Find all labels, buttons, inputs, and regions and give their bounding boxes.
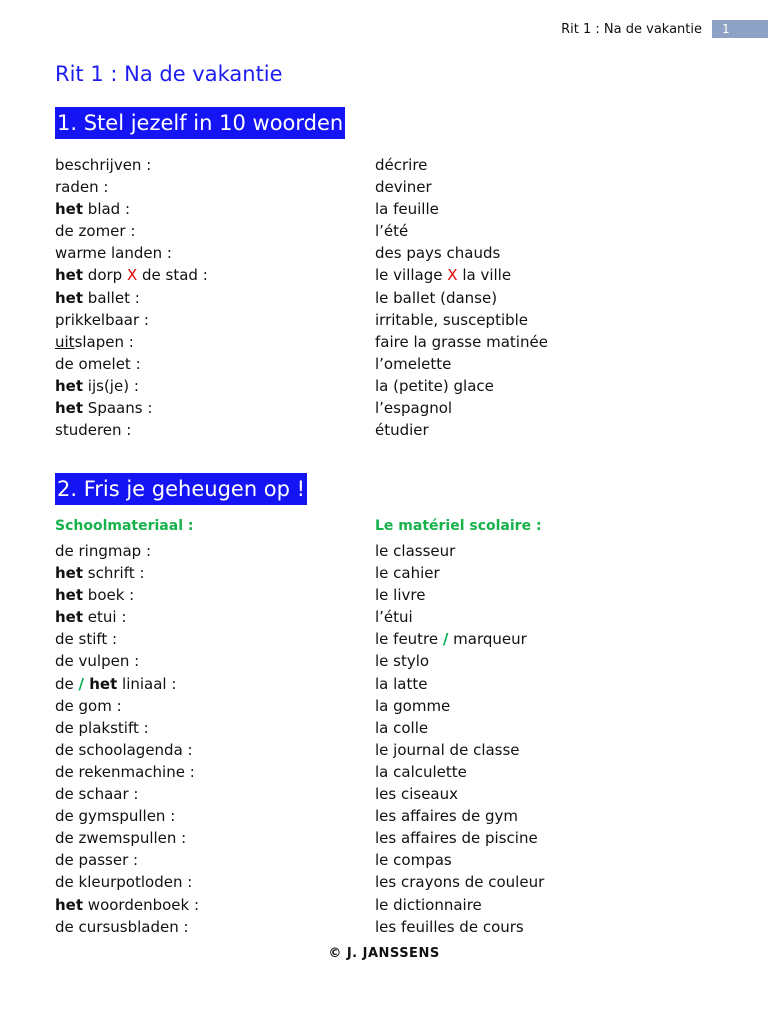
dutch-term: [55, 309, 149, 331]
dutch-word: de stift :: [55, 630, 118, 649]
vocab-row: [55, 650, 655, 672]
french-word: la ville: [457, 266, 512, 285]
french-word: le stylo: [375, 652, 430, 671]
vocab-row: [55, 695, 655, 717]
running-header: [561, 20, 768, 38]
vocab-row: [55, 198, 655, 220]
dutch-word: de stad :: [137, 266, 208, 285]
dutch-term: [55, 628, 117, 650]
vocab-row: [55, 176, 655, 198]
french-term: [375, 783, 458, 805]
dutch-word: boek :: [83, 586, 135, 605]
dutch-term: [55, 220, 135, 242]
dutch-term: [55, 584, 134, 606]
french-word: la colle: [375, 718, 429, 737]
french-word: le classeur: [375, 542, 456, 560]
dutch-word: beschrijven :: [55, 156, 152, 174]
french-word: la calculette: [375, 762, 467, 781]
dutch-word: dorp: [83, 266, 127, 285]
vocab-list-2: [55, 540, 655, 938]
french-term: [375, 717, 428, 739]
french-term: [375, 397, 452, 419]
dutch-article-het: het: [55, 895, 84, 914]
contrast-mark: X: [126, 266, 138, 285]
page-number: 1: [712, 20, 768, 38]
french-word: le cahier: [375, 564, 440, 583]
dutch-word: Spaans :: [83, 399, 153, 418]
dutch-term: [55, 287, 140, 309]
french-term: [375, 739, 520, 761]
vocab-row: [55, 397, 655, 419]
vocab-row: [55, 761, 655, 783]
dutch-word: de zwemspullen :: [55, 829, 187, 848]
french-word: le feutre: [375, 630, 443, 649]
french-word: étudier: [375, 421, 429, 440]
french-word: faire la grasse matinée: [375, 332, 548, 351]
dutch-word: de kleurpotloden :: [55, 873, 193, 892]
vocab-row: [55, 717, 655, 739]
french-term: [375, 287, 497, 309]
vocab-row: [55, 673, 655, 695]
dutch-word: etui :: [83, 608, 127, 627]
vocab-row: [55, 353, 655, 375]
dutch-term: [55, 805, 175, 827]
dutch-article-het: het: [55, 266, 84, 285]
french-word: l’espagnol: [375, 399, 453, 418]
dutch-term: [55, 176, 108, 198]
french-term: [375, 695, 450, 717]
dutch-word: ballet :: [83, 288, 140, 307]
french-word: le ballet (danse): [375, 288, 498, 307]
dutch-term: [55, 606, 126, 628]
french-word: les feuilles de cours: [375, 917, 524, 936]
vocab-row: [55, 628, 655, 650]
dutch-term: [55, 154, 151, 176]
dutch-term: [55, 916, 189, 938]
french-word: les affaires de gym: [375, 807, 519, 826]
dutch-article: de: [55, 674, 79, 693]
dutch-term: [55, 198, 130, 220]
dutch-article-het: het: [55, 200, 84, 219]
document-title: Rit 1 : Na de vakantie: [55, 62, 283, 86]
french-term: [375, 198, 439, 220]
french-word: la (petite) glace: [375, 376, 494, 395]
french-term: [375, 353, 451, 375]
french-term: [375, 154, 427, 176]
dutch-article-het: het: [55, 376, 84, 395]
dutch-article-het: het: [55, 608, 84, 627]
dutch-term: [55, 419, 131, 441]
french-word: décrire: [375, 156, 428, 174]
dutch-term: [55, 264, 208, 286]
french-term: [375, 916, 524, 938]
french-word: l’omelette: [375, 354, 452, 373]
vocab-row: [55, 264, 655, 286]
vocab-row: [55, 606, 655, 628]
dutch-term: [55, 761, 195, 783]
dutch-term: [55, 783, 138, 805]
french-word: les affaires de piscine: [375, 829, 538, 848]
french-word: le journal de classe: [375, 740, 520, 759]
french-term: [375, 309, 528, 331]
french-word: la feuille: [375, 200, 439, 219]
french-term: [375, 264, 511, 286]
french-word: le compas: [375, 851, 452, 870]
dutch-article-het: het: [55, 288, 84, 307]
french-term: [375, 673, 427, 695]
vocab-row: [55, 154, 655, 176]
dutch-term: [55, 894, 199, 916]
section-heading-1: 1. Stel jezelf in 10 woorden: [55, 107, 345, 139]
vocab-row: [55, 540, 655, 562]
french-term: [375, 562, 440, 584]
dutch-prefix-underlined: uit: [55, 332, 75, 351]
french-word: le dictionnaire: [375, 895, 482, 914]
dutch-word: de cursusbladen :: [55, 917, 189, 936]
dutch-word: de schoolagenda :: [55, 740, 193, 759]
dutch-word: de gom :: [55, 696, 122, 715]
vocab-row: [55, 242, 655, 264]
french-word: la latte: [375, 674, 428, 693]
dutch-word: de rekenmachine :: [55, 762, 195, 781]
french-term: [375, 220, 408, 242]
dutch-term: [55, 375, 139, 397]
dutch-term: [55, 562, 144, 584]
dutch-article-het: het: [55, 399, 84, 418]
dutch-article-het: het: [55, 586, 84, 605]
french-word: des pays chauds: [375, 244, 501, 263]
french-word: la gomme: [375, 696, 451, 715]
french-term: [375, 894, 482, 916]
vocab-row: [55, 739, 655, 761]
dutch-word: de zomer :: [55, 222, 136, 241]
dutch-word: woordenboek :: [83, 895, 200, 914]
french-term: [375, 419, 429, 441]
vocab-row: [55, 220, 655, 242]
column-heading-dutch: Schoolmateriaal :: [55, 518, 194, 534]
dutch-word: ijs(je) :: [83, 376, 139, 395]
french-term: [375, 849, 452, 871]
dutch-term: [55, 717, 149, 739]
french-term: [375, 628, 527, 650]
dutch-term: [55, 331, 134, 353]
french-term: [375, 242, 500, 264]
vocab-row: [55, 309, 655, 331]
column-heading-french: Le matériel scolaire :: [375, 518, 542, 534]
french-term: [375, 375, 494, 397]
french-term: [375, 871, 544, 893]
french-word: deviner: [375, 178, 432, 197]
french-term: [375, 331, 548, 353]
dutch-word: raden :: [55, 178, 109, 197]
dutch-term: [55, 397, 152, 419]
dutch-word: slapen :: [74, 332, 134, 351]
french-word: irritable, susceptible: [375, 310, 529, 329]
vocab-row: [55, 871, 655, 893]
french-word: le livre: [375, 586, 426, 605]
french-word: le village: [375, 266, 448, 285]
dutch-word: warme landen :: [55, 244, 172, 263]
french-word: les crayons de couleur: [375, 873, 545, 892]
dutch-word: de schaar :: [55, 785, 139, 804]
header-title: Rit 1 : Na de vakantie: [561, 21, 702, 37]
dutch-article-het: het: [84, 674, 118, 693]
dutch-term: [55, 540, 151, 562]
slash-separator: /: [78, 674, 85, 693]
vocab-row: [55, 894, 655, 916]
french-term: [375, 606, 413, 628]
french-word: l’étui: [375, 608, 413, 627]
dutch-word: de gymspullen :: [55, 807, 176, 826]
dutch-article-het: het: [55, 564, 84, 583]
vocab-row: [55, 827, 655, 849]
dutch-term: [55, 739, 193, 761]
dutch-word: de ringmap :: [55, 542, 152, 560]
dutch-word: liniaal :: [117, 674, 177, 693]
french-word: marqueur: [448, 630, 527, 649]
dutch-term: [55, 695, 122, 717]
slash-separator: /: [442, 630, 449, 649]
french-term: [375, 540, 455, 562]
vocab-list-1: [55, 154, 655, 441]
dutch-word: blad :: [83, 200, 131, 219]
french-term: [375, 584, 425, 606]
vocab-row: [55, 584, 655, 606]
dutch-word: prikkelbaar :: [55, 310, 149, 329]
dutch-term: [55, 650, 139, 672]
vocab-row: [55, 916, 655, 938]
section-heading-2: 2. Fris je geheugen op !: [55, 473, 307, 505]
french-word: l’été: [375, 222, 409, 241]
dutch-word: de plakstift :: [55, 718, 149, 737]
french-term: [375, 761, 467, 783]
vocab-row: [55, 287, 655, 309]
french-term: [375, 827, 538, 849]
french-term: [375, 650, 429, 672]
vocab-row: [55, 331, 655, 353]
french-term: [375, 805, 518, 827]
vocab-row: [55, 419, 655, 441]
vocab-row: [55, 805, 655, 827]
dutch-term: [55, 242, 172, 264]
dutch-word: de passer :: [55, 851, 139, 870]
contrast-mark: X: [447, 266, 458, 285]
dutch-term: [55, 673, 176, 695]
vocab-row: [55, 783, 655, 805]
french-term: [375, 176, 432, 198]
vocab-row: [55, 562, 655, 584]
vocab-row: [55, 849, 655, 871]
french-word: les ciseaux: [375, 785, 459, 804]
dutch-term: [55, 353, 141, 375]
dutch-term: [55, 849, 138, 871]
copyright-footer: © J. JANSSENS: [328, 946, 440, 961]
dutch-word: studeren :: [55, 421, 132, 440]
vocab-row: [55, 375, 655, 397]
dutch-term: [55, 827, 186, 849]
dutch-word: de vulpen :: [55, 652, 140, 671]
dutch-word: schrift :: [83, 564, 145, 583]
dutch-word: de omelet :: [55, 354, 141, 373]
dutch-term: [55, 871, 192, 893]
